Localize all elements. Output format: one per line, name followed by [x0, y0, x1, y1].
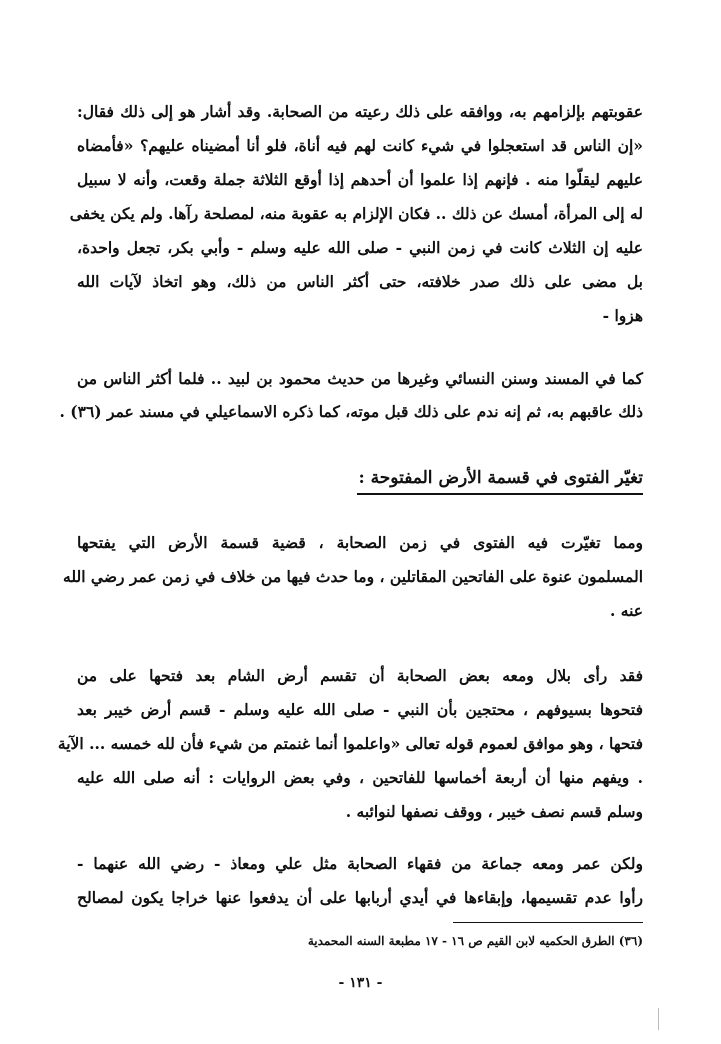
- paragraph5-line: ولكن عمر ومعه جماعة من فقهاء الصحابة مثل علي ومعاذ - رضي الله عنهما -: [77, 854, 643, 873]
- paragraph4-line: . ويفهم منها أن أربعة أخماسها للفاتحين ، وفي بعض الروايات : أنه صلى الله عليه: [77, 768, 643, 787]
- paragraph5-line: رأوا عدم تقسيمها، وإبقاءها في أيدي أربابها على أن يدفعوا عنها خراجا يكون لمصالح: [77, 888, 643, 907]
- paragraph1-line: هزوا -: [602, 306, 643, 325]
- paragraph2-line: ذلك عاقبهم به، ثم إنه ندم على ذلك قبل موته، كما ذكره الاسماعيلي في مسند عمر (٣٦) .: [59, 402, 643, 421]
- paragraph3-line: المسلمون عنوة على الفاتحين المقاتلين ، وما حدث فيها من خلاف في زمن عمر رضي الله: [63, 567, 643, 586]
- heading-underline: [357, 493, 643, 495]
- paragraph1-line: بل مضى على ذلك صدر خلافته، حتى أكثر الناس من ذلك، وهو اتخاذ لآيات الله: [77, 272, 643, 291]
- paragraph2-line: كما في المسند وسنن النسائي وغيرها من حديث محمود بن لبيد .. فلما أكثر الناس من: [77, 369, 643, 388]
- paragraph1-line: «إن الناس قد استعجلوا في شيء كانت لهم فيه أناة، فلو أنا أمضيناه عليهم؟ «فأمضاه: [77, 136, 643, 155]
- paragraph3-line: عنه .: [609, 601, 643, 620]
- paragraph3-line: ومما تغيّرت فيه الفتوى في زمن الصحابة ، قضية قسمة الأرض التي يفتحها: [77, 533, 643, 552]
- paragraph1-line: عليه إن الثلاث كانت في زمن النبي - صلى الله عليه وسلم - وأبي بكر، تجعل واحدة،: [77, 238, 643, 257]
- paragraph4-line: وسلم قسم نصف خيبر ، ووقف نصفها لنوائبه .: [345, 802, 643, 821]
- paragraph4-line: فتحوها بسيوفهم ، محتجين بأن النبي - صلى الله عليه وسلم - قسم أرض خيبر بعد: [77, 700, 643, 719]
- paragraph4-line: فقد رأى بلال ومعه بعض الصحابة أن تقسم أرض الشام بعد فتحها على من: [77, 666, 643, 685]
- footnote-separator: [453, 922, 643, 923]
- paragraph1-line: عقوبتهم بإلزامهم به، ووافقه على ذلك رعيته من الصحابة. وقد أشار هو إلى ذلك فقال:: [77, 102, 643, 121]
- paragraph1-line: عليهم ليقلّوا منه . فإنهم إذا علموا أن أحدهم إذا أوقع الثلاثة جملة وقعت، وأنه لا سبيل: [77, 170, 643, 189]
- paragraph4-line: فتحها ، وهو موافق لعموم قوله تعالى «واعلموا أنما غنمتم من شيء فأن لله خمسه ... الآية: [57, 734, 643, 753]
- page-number: - ١٣١ -: [338, 975, 383, 991]
- section-heading: تغيّر الفتوى في قسمة الأرض المفتوحة :: [358, 468, 643, 488]
- footnote: (٣٦) الطرق الحكميه لابن القيم ص ١٦ - ١٧ مطبعة السنه المحمدية: [307, 934, 643, 948]
- paragraph1-line: له إلى المرأة، أمسك عن ذلك .. فكان الإلزام به عقوبة منه، لمصلحة رآها. ولم يكن يخفى: [69, 204, 643, 223]
- scan-artifact: [658, 1008, 659, 1030]
